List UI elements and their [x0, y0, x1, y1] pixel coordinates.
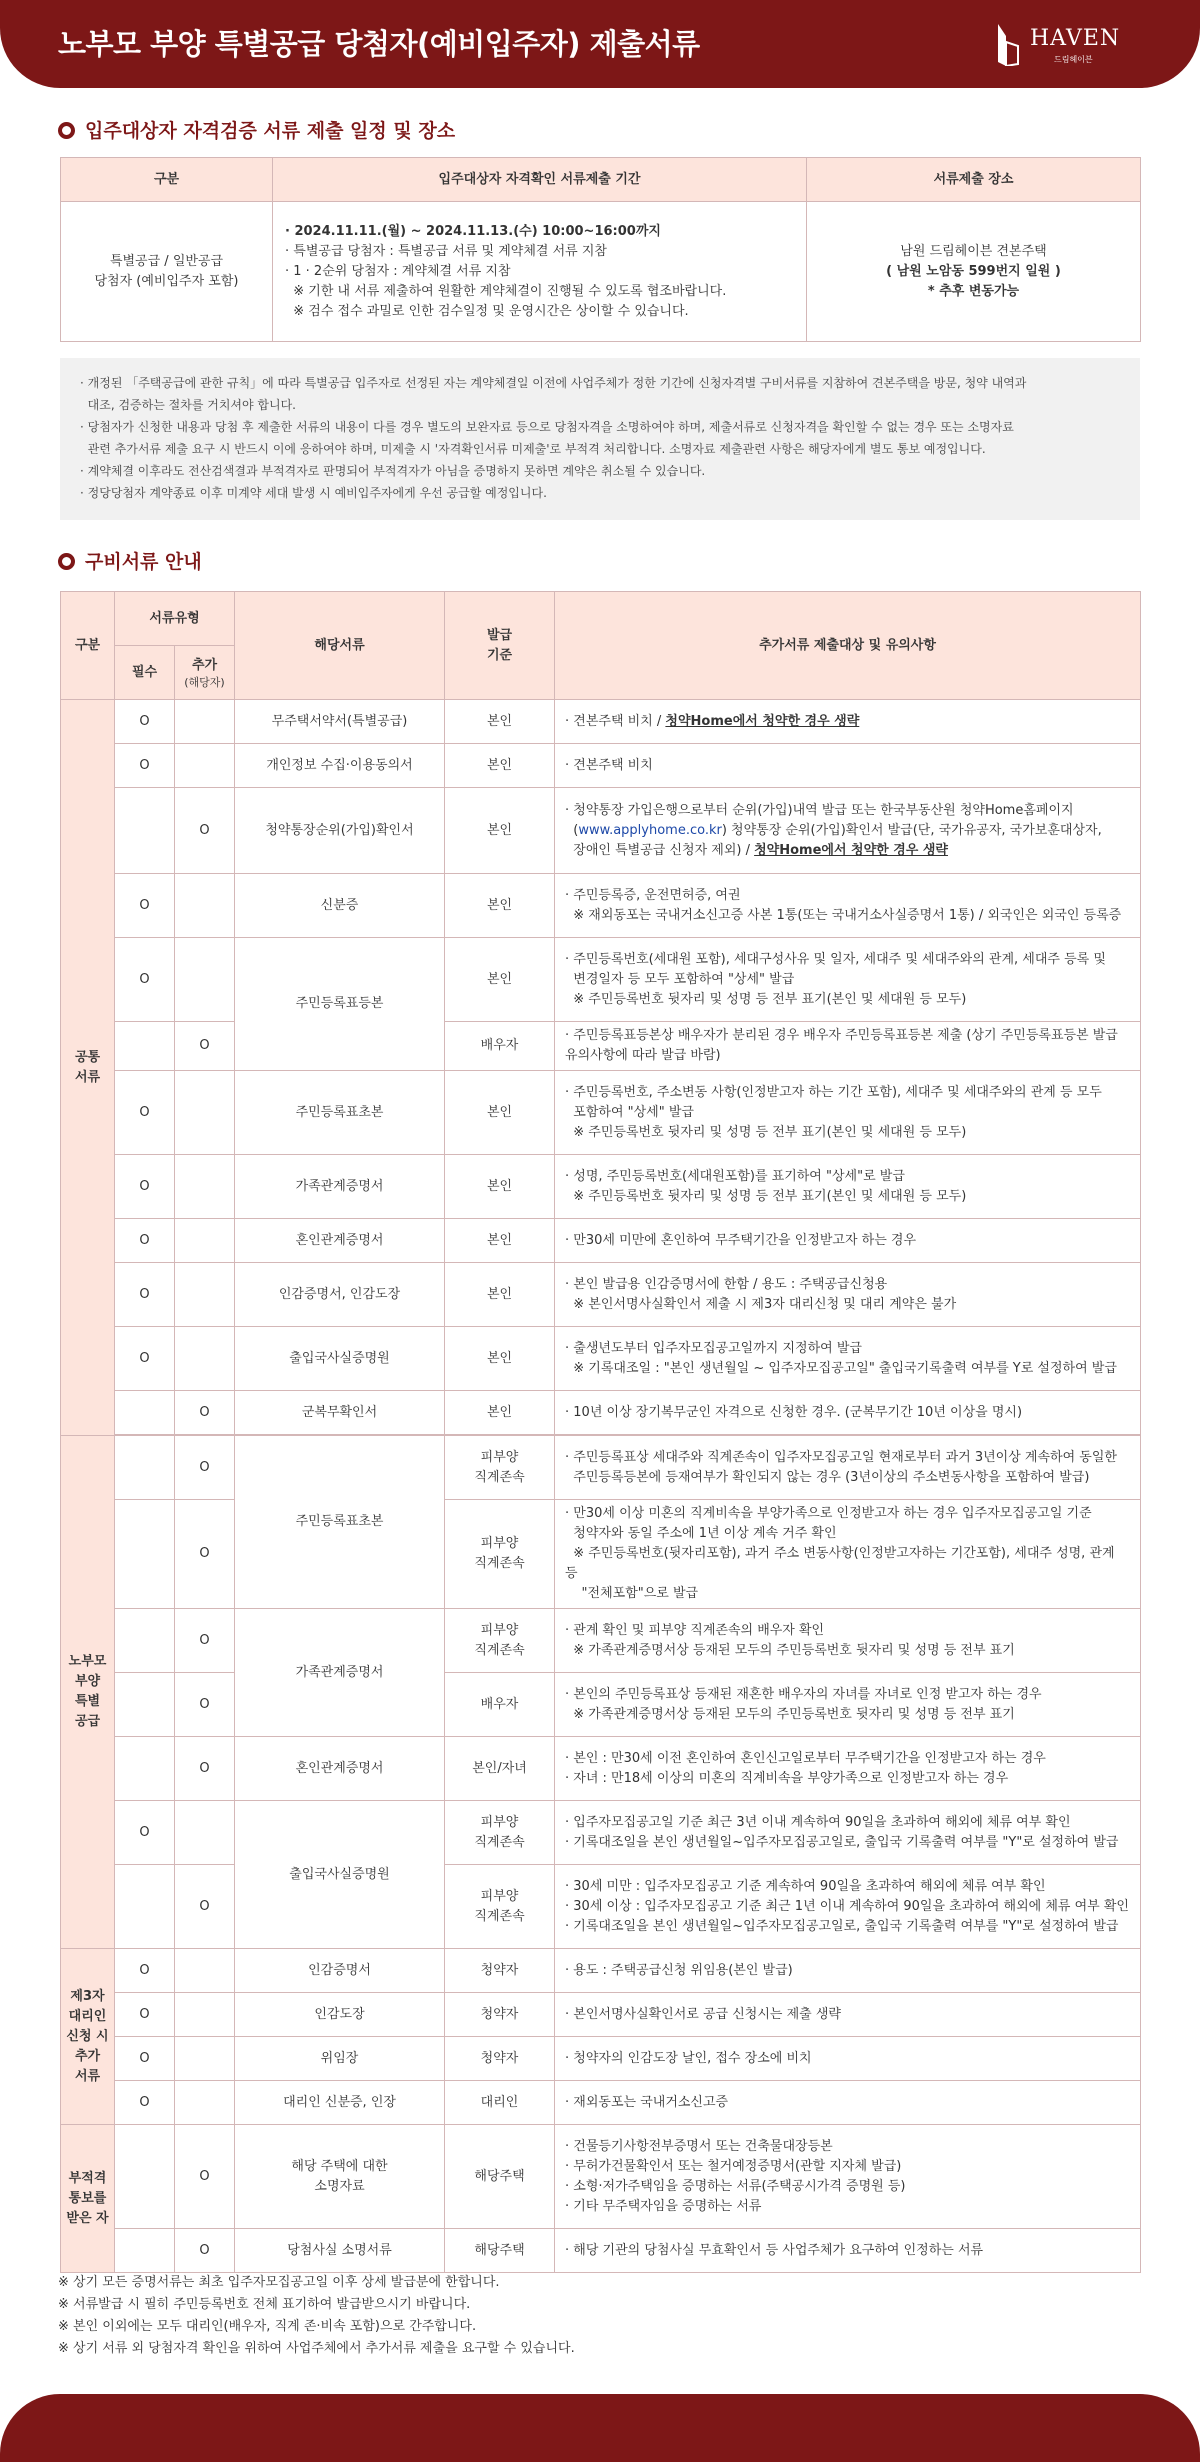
table-row [61, 1155, 1141, 1219]
table-row [61, 1263, 1141, 1327]
additional-mark [175, 1263, 235, 1327]
document-name: 주민등록표등본 [235, 938, 445, 1071]
issue-basis: 본인 [445, 788, 555, 874]
col-header-category: 구분 [61, 158, 273, 202]
additional-mark [175, 2037, 235, 2081]
document-name: 출입국사실증명원 [235, 1801, 445, 1949]
document-name: 혼인관계증명서 [235, 1219, 445, 1263]
logo-text: HAVEN [1030, 26, 1121, 51]
notice-box [60, 358, 1140, 520]
document-name: 가족관계증명서 [235, 1155, 445, 1219]
additional-mark [175, 1071, 235, 1155]
additional-mark [175, 700, 235, 744]
table-row [61, 1949, 1141, 1993]
additional-mark: O [175, 2229, 235, 2273]
footnote-line: ※ 상기 모든 증명서류는 최초 입주자모집공고일 이후 상세 발급분에 한합니다. [58, 2275, 500, 2290]
col-header-doc-type: 서류유형 [115, 592, 235, 646]
row-notes: · 주민등록표상 세대주와 직계존속이 입주자모집공고일 현재로부터 과거 3년이상 계속하여 동일한 주민등록등본에 등재여부가 확인되지 않는 경우 (3년이상의 주소변동사항을 포함하여 발급) [555, 1436, 1141, 1500]
table-row [61, 1737, 1141, 1801]
additional-mark [175, 1219, 235, 1263]
required-mark: O [115, 1263, 175, 1327]
footnote-line: ※ 상기 서류 외 당첨자격 확인을 위하여 사업주체에서 추가서류 제출을 요구할 수 있습니다. [58, 2341, 575, 2356]
table-row [61, 700, 1141, 744]
col-header-issuer: 발급 기준 [445, 592, 555, 700]
required-mark: O [115, 744, 175, 788]
table-row [61, 938, 1141, 1022]
table-row [61, 1993, 1141, 2037]
table-row [61, 1673, 1141, 1737]
section-title-documents [58, 547, 202, 574]
additional-mark [175, 874, 235, 938]
row-notes: · 성명, 주민등록번호(세대원포함)를 표기하여 "상세"로 발급 ※ 주민등록번호 뒷자리 및 성명 등 전부 표기(본인 및 세대원 등 모두) [555, 1155, 1141, 1219]
row-notes: · 본인의 주민등록표상 등재된 재혼한 배우자의 자녀를 자녀로 인정 받고자 하는 경우 ※ 가족관계증명서상 등재된 모두의 주민등록번호 뒷자리 및 성명 등 전부 표기 [555, 1673, 1141, 1737]
document-name: 청약통장순위(가입)확인서 [235, 788, 445, 874]
schedule-table [60, 157, 1141, 342]
schedule-period: · 2024.11.11.(월) ~ 2024.11.13.(수) 10:00~16:00까지 · 특별공급 당첨자 : 특별공급 서류 및 계약체결 서류 지참 · 1 · 2순위 당첨자 : 계약체결 서류 지참 ※ 기한 내 서류 제출하여 원활한 계약체결이 진행될 수 있도록 협조바랍니다. ※ 검수 접수 과밀로 인한 검수일정 및 운영시간은 상이할 수 있습니다. [273, 202, 807, 342]
col-header-required: 필수 [115, 646, 175, 700]
group-elderly: 노부모 부양 특별 공급 [61, 1436, 115, 1949]
issue-basis: 해당주택 [445, 2229, 555, 2273]
section-title-text: 구비서류 안내 [85, 551, 202, 573]
table-row [61, 1609, 1141, 1673]
required-mark: O [115, 1071, 175, 1155]
table-row [61, 1071, 1141, 1155]
required-mark [115, 1436, 175, 1500]
row-notes: · 건물등기사항전부증명서 또는 건축물대장등본 · 무허가건물확인서 또는 철거예정증명서(관할 지자체 발급) · 소형·저가주택임을 증명하는 서류(주택공시가격 증명원 등) · 기타 무주택자임을 증명하는 서류 [555, 2125, 1141, 2229]
table-row [61, 1865, 1141, 1949]
page-footer [0, 2394, 1200, 2462]
additional-mark: O [175, 1673, 235, 1737]
table-row [61, 1436, 1141, 1500]
document-name: 무주택서약서(특별공급) [235, 700, 445, 744]
table-row [61, 1801, 1141, 1865]
document-name: 군복무확인서 [235, 1391, 445, 1435]
additional-mark: O [175, 1609, 235, 1673]
issue-basis: 피부양 직계존속 [445, 1500, 555, 1609]
issue-basis: 본인 [445, 938, 555, 1022]
row-notes: · 주민등록증, 운전면허증, 여권 ※ 재외동포는 국내거소신고증 사본 1통(또는 국내거소사실증명서 1통) / 외국인은 외국인 등록증 [555, 874, 1141, 938]
table-row [61, 2037, 1141, 2081]
additional-mark [175, 744, 235, 788]
document-name: 주민등록표초본 [235, 1436, 445, 1609]
table-row [61, 874, 1141, 938]
additional-mark [175, 1949, 235, 1993]
required-mark [115, 1391, 175, 1435]
notice-line: · 계약체결 이후라도 전산검색결과 부적격자로 판명되어 부적격자가 아님을 증명하지 못하면 계약은 취소될 수 있습니다. [80, 464, 706, 478]
table-row [61, 788, 1141, 874]
row-notes: · 입주자모집공고일 기준 최근 3년 이내 계속하여 90일을 초과하여 해외에 체류 여부 확인 · 기록대조일을 본인 생년월일~입주자모집공고일로, 출입국 기록출력 여부를 "Y"로 설정하여 발급 [555, 1801, 1141, 1865]
footnote-line: ※ 서류발급 시 필히 주민등록번호 전체 표기하여 발급받으시기 바랍니다. [58, 2297, 471, 2312]
notice-line: · 당첨자가 신청한 내용과 당첨 후 제출한 서류의 내용이 다를 경우 별도의 보완자료 등으로 당첨자격을 소명하여야 하며, 제출서류로 신청자격을 확인할 수 없는 경우 또는 소명자료 [80, 420, 1014, 434]
document-name: 출입국사실증명원 [235, 1327, 445, 1391]
table-row [61, 2081, 1141, 2125]
table-row [61, 1327, 1141, 1391]
additional-mark: O [175, 1865, 235, 1949]
row-notes: · 해당 기관의 당첨사실 무효확인서 등 사업주체가 요구하여 인정하는 서류 [555, 2229, 1141, 2273]
required-mark [115, 2229, 175, 2273]
required-mark: O [115, 1155, 175, 1219]
row-notes: · 용도 : 주택공급신청 위임용(본인 발급) [555, 1949, 1141, 1993]
required-mark [115, 1022, 175, 1071]
document-name: 주민등록표초본 [235, 1071, 445, 1155]
required-mark: O [115, 1801, 175, 1865]
haven-logo [992, 20, 1142, 70]
row-notes: · 본인 : 만30세 이전 혼인하여 혼인신고일로부터 무주택기간을 인정받고자 하는 경우 · 자녀 : 만18세 이상의 미혼의 직계비속을 부양가족으로 인정받고자 하는 경우 [555, 1737, 1141, 1801]
required-mark: O [115, 938, 175, 1022]
required-mark: O [115, 1993, 175, 2037]
issue-basis: 본인 [445, 744, 555, 788]
document-name: 당첨사실 소명서류 [235, 2229, 445, 2273]
row-notes: · 만30세 미만에 혼인하여 무주택기간을 인정받고자 하는 경우 [555, 1219, 1141, 1263]
row-notes: · 30세 미만 : 입주자모집공고 기준 계속하여 90일을 초과하여 해외에 체류 여부 확인 · 30세 이상 : 입주자모집공고 기준 최근 1년 이내 계속하여 90일을 초과하여 해외에 체류 여부 확인 · 기록대조일을 본인 생년월일~입주자모집공고일로, 출입국 기록출력 여부를 "Y"로 설정하여 발급 [555, 1865, 1141, 1949]
table-row [61, 1022, 1141, 1071]
issue-basis: 본인/자녀 [445, 1737, 555, 1801]
footnote-line: ※ 본인 이외에는 모두 대리인(배우자, 직계 존·비속 포함)으로 간주합니다. [58, 2319, 477, 2334]
issue-basis: 배우자 [445, 1673, 555, 1737]
required-mark [115, 1500, 175, 1609]
required-mark: O [115, 1327, 175, 1391]
logo-subtext: 드림헤이븐 [1054, 55, 1093, 64]
document-name: 인감증명서, 인감도장 [235, 1263, 445, 1327]
additional-mark: O [175, 2125, 235, 2229]
document-name: 해당 주택에 대한 소명자료 [235, 2125, 445, 2229]
additional-mark: O [175, 1022, 235, 1071]
group-common: 공통 서류 [61, 700, 115, 1436]
notice-line: 대조, 검증하는 절차를 거치셔야 합니다. [80, 398, 297, 412]
col-header-period: 입주대상자 자격확인 서류제출 기간 [273, 158, 807, 202]
issue-basis: 청약자 [445, 2037, 555, 2081]
applyhome-link[interactable]: www.applyhome.co.kr [578, 822, 722, 838]
required-mark [115, 1737, 175, 1801]
additional-mark [175, 938, 235, 1022]
required-mark: O [115, 2081, 175, 2125]
section-title-schedule [58, 116, 455, 143]
issue-basis: 본인 [445, 1327, 555, 1391]
additional-mark [175, 1327, 235, 1391]
issue-basis: 본인 [445, 1263, 555, 1327]
table-row [61, 1500, 1141, 1609]
schedule-place: 남원 드림헤이븐 견본주택 ( 남원 노암동 599번지 일원 ) * 추후 변동가능 [807, 202, 1141, 342]
row-notes: · 주민등록표등본상 배우자가 분리된 경우 배우자 주민등록표등본 제출 (상기 주민등록표등본 발급 유의사항에 따라 발급 바람) [555, 1022, 1141, 1071]
required-mark [115, 788, 175, 874]
additional-mark: O [175, 1500, 235, 1609]
footnotes [58, 2272, 575, 2360]
col-header-notes: 추가서류 제출대상 및 유의사항 [555, 592, 1141, 700]
required-mark [115, 1865, 175, 1949]
issue-basis: 해당주택 [445, 2125, 555, 2229]
table-row [61, 2125, 1141, 2229]
required-mark [115, 1609, 175, 1673]
table-row [61, 1219, 1141, 1263]
row-notes: · 관계 확인 및 피부양 직계존속의 배우자 확인 ※ 가족관계증명서상 등재된 모두의 주민등록번호 뒷자리 및 성명 등 전부 표기 [555, 1609, 1141, 1673]
circle-bullet-icon [58, 122, 75, 139]
document-name: 가족관계증명서 [235, 1609, 445, 1737]
required-mark [115, 1673, 175, 1737]
document-name: 인감증명서 [235, 1949, 445, 1993]
additional-mark [175, 2081, 235, 2125]
document-name: 신분증 [235, 874, 445, 938]
issue-basis: 본인 [445, 1219, 555, 1263]
circle-bullet-icon [58, 553, 75, 570]
document-name: 혼인관계증명서 [235, 1737, 445, 1801]
table-row [61, 1391, 1141, 1435]
additional-mark: O [175, 1737, 235, 1801]
row-notes: · 청약통장 가입은행으로부터 순위(가입)내역 발급 또는 한국부동산원 청약Home홈페이지 (www.applyhome.co.kr) 청약통장 순위(가입)확인서 발급(단, 국가유공자, 국가보훈대상자, 장애인 특별공급 신청자 제외) / 청약Home에서 청약한 경우 생략 [555, 788, 1141, 874]
notice-line: · 개정된 「주택공급에 관한 규칙」에 따라 특별공급 입주자로 선정된 자는 계약체결일 이전에 사업주체가 정한 기간에 신청자격별 구비서류를 지참하여 견본주택을 방문, 청약 내역과 [80, 376, 1027, 390]
additional-mark [175, 1993, 235, 2037]
col-header-document: 해당서류 [235, 592, 445, 700]
issue-basis: 피부양 직계존속 [445, 1609, 555, 1673]
issue-basis: 대리인 [445, 2081, 555, 2125]
issue-basis: 본인 [445, 700, 555, 744]
group-ineligible: 부적격 통보를 받은 자 [61, 2125, 115, 2273]
row-notes: · 본인서명사실확인서로 공급 신청시는 제출 생략 [555, 1993, 1141, 2037]
row-notes: · 재외동포는 국내거소신고증 [555, 2081, 1141, 2125]
required-mark: O [115, 874, 175, 938]
issue-basis: 청약자 [445, 1949, 555, 1993]
col-header-category: 구분 [61, 592, 115, 700]
additional-mark: O [175, 1391, 235, 1435]
section-title-text: 입주대상자 자격검증 서류 제출 일정 및 장소 [85, 120, 456, 142]
col-header-additional: 추가 (해당자) [175, 646, 235, 700]
additional-mark [175, 1801, 235, 1865]
issue-basis: 본인 [445, 1071, 555, 1155]
schedule-category: 특별공급 / 일반공급 당첨자 (예비입주자 포함) [61, 202, 273, 342]
issue-basis: 피부양 직계존속 [445, 1865, 555, 1949]
additional-mark: O [175, 1436, 235, 1500]
document-name: 위임장 [235, 2037, 445, 2081]
row-notes: · 출생년도부터 입주자모집공고일까지 지정하여 발급 ※ 기록대조일 : "본인 생년월일 ~ 입주자모집공고일" 출입국기록출력 여부를 Y로 설정하여 발급 [555, 1327, 1141, 1391]
page-header [0, 0, 1200, 88]
row-notes: · 견본주택 비치 / 청약Home에서 청약한 경우 생략 [555, 700, 1141, 744]
row-notes: · 본인 발급용 인감증명서에 한함 / 용도 : 주택공급신청용 ※ 본인서명사실확인서 제출 시 제3자 대리신청 및 대리 계약은 불가 [555, 1263, 1141, 1327]
table-row [61, 2229, 1141, 2273]
issue-basis: 본인 [445, 1391, 555, 1435]
issue-basis: 배우자 [445, 1022, 555, 1071]
page-title: 노부모 부양 특별공급 당첨자(예비입주자) 제출서류 [58, 27, 700, 61]
document-name: 인감도장 [235, 1993, 445, 2037]
required-mark: O [115, 1949, 175, 1993]
row-notes: · 견본주택 비치 [555, 744, 1141, 788]
col-header-place: 서류제출 장소 [807, 158, 1141, 202]
document-name: 개인정보 수집·이용동의서 [235, 744, 445, 788]
additional-mark: O [175, 788, 235, 874]
notice-line: · 정당당첨자 계약종료 이후 미계약 세대 발생 시 예비입주자에게 우선 공급할 예정입니다. [80, 486, 547, 500]
row-notes: · 청약자의 인감도장 날인, 접수 장소에 비치 [555, 2037, 1141, 2081]
required-mark: O [115, 1219, 175, 1263]
issue-basis: 본인 [445, 874, 555, 938]
logo-mark-icon [992, 22, 1022, 66]
row-notes: · 10년 이상 장기복무군인 자격으로 신청한 경우. (군복무기간 10년 이상을 명시) [555, 1391, 1141, 1435]
required-mark: O [115, 700, 175, 744]
row-notes: · 주민등록번호, 주소변동 사항(인정받고자 하는 기간 포함), 세대주 및 세대주와의 관계 등 모두 포함하여 "상세" 발급 ※ 주민등록번호 뒷자리 및 성명 등 전부 표기(본인 및 세대원 등 모두) [555, 1071, 1141, 1155]
row-notes: · 주민등록번호(세대원 포함), 세대구성사유 및 일자, 세대주 및 세대주와의 관계, 세대주 등록 및 변경일자 등 모두 포함하여 "상세" 발급 ※ 주민등록번호 뒷자리 및 성명 등 전부 표기(본인 및 세대원 등 모두) [555, 938, 1141, 1022]
issue-basis: 피부양 직계존속 [445, 1436, 555, 1500]
issue-basis: 청약자 [445, 1993, 555, 2037]
issue-basis: 피부양 직계존속 [445, 1801, 555, 1865]
issue-basis: 본인 [445, 1155, 555, 1219]
row-notes: · 만30세 이상 미혼의 직계비속을 부양가족으로 인정받고자 하는 경우 입주자모집공고일 기준 청약자와 동일 주소에 1년 이상 계속 거주 확인 ※ 주민등록번호(뒷자리포함), 과거 주소 변동사항(인정받고자하는 기간포함), 세대주 성명, 관계 등 "전체포함"으로 발급 [555, 1500, 1141, 1609]
documents-table [60, 591, 1141, 2273]
group-proxy: 제3자 대리인 신청 시 추가 서류 [61, 1949, 115, 2125]
required-mark [115, 2125, 175, 2229]
additional-mark [175, 1155, 235, 1219]
table-row [61, 744, 1141, 788]
required-mark: O [115, 2037, 175, 2081]
notice-line: 관련 추가서류 제출 요구 시 반드시 이에 응하여야 하며, 미제출 시 '자격확인서류 미제출'로 부적격 처리합니다. 소명자료 제출관련 사항은 해당자에게 별도 통보 예정입니다. [80, 442, 986, 456]
document-name: 대리인 신분증, 인장 [235, 2081, 445, 2125]
